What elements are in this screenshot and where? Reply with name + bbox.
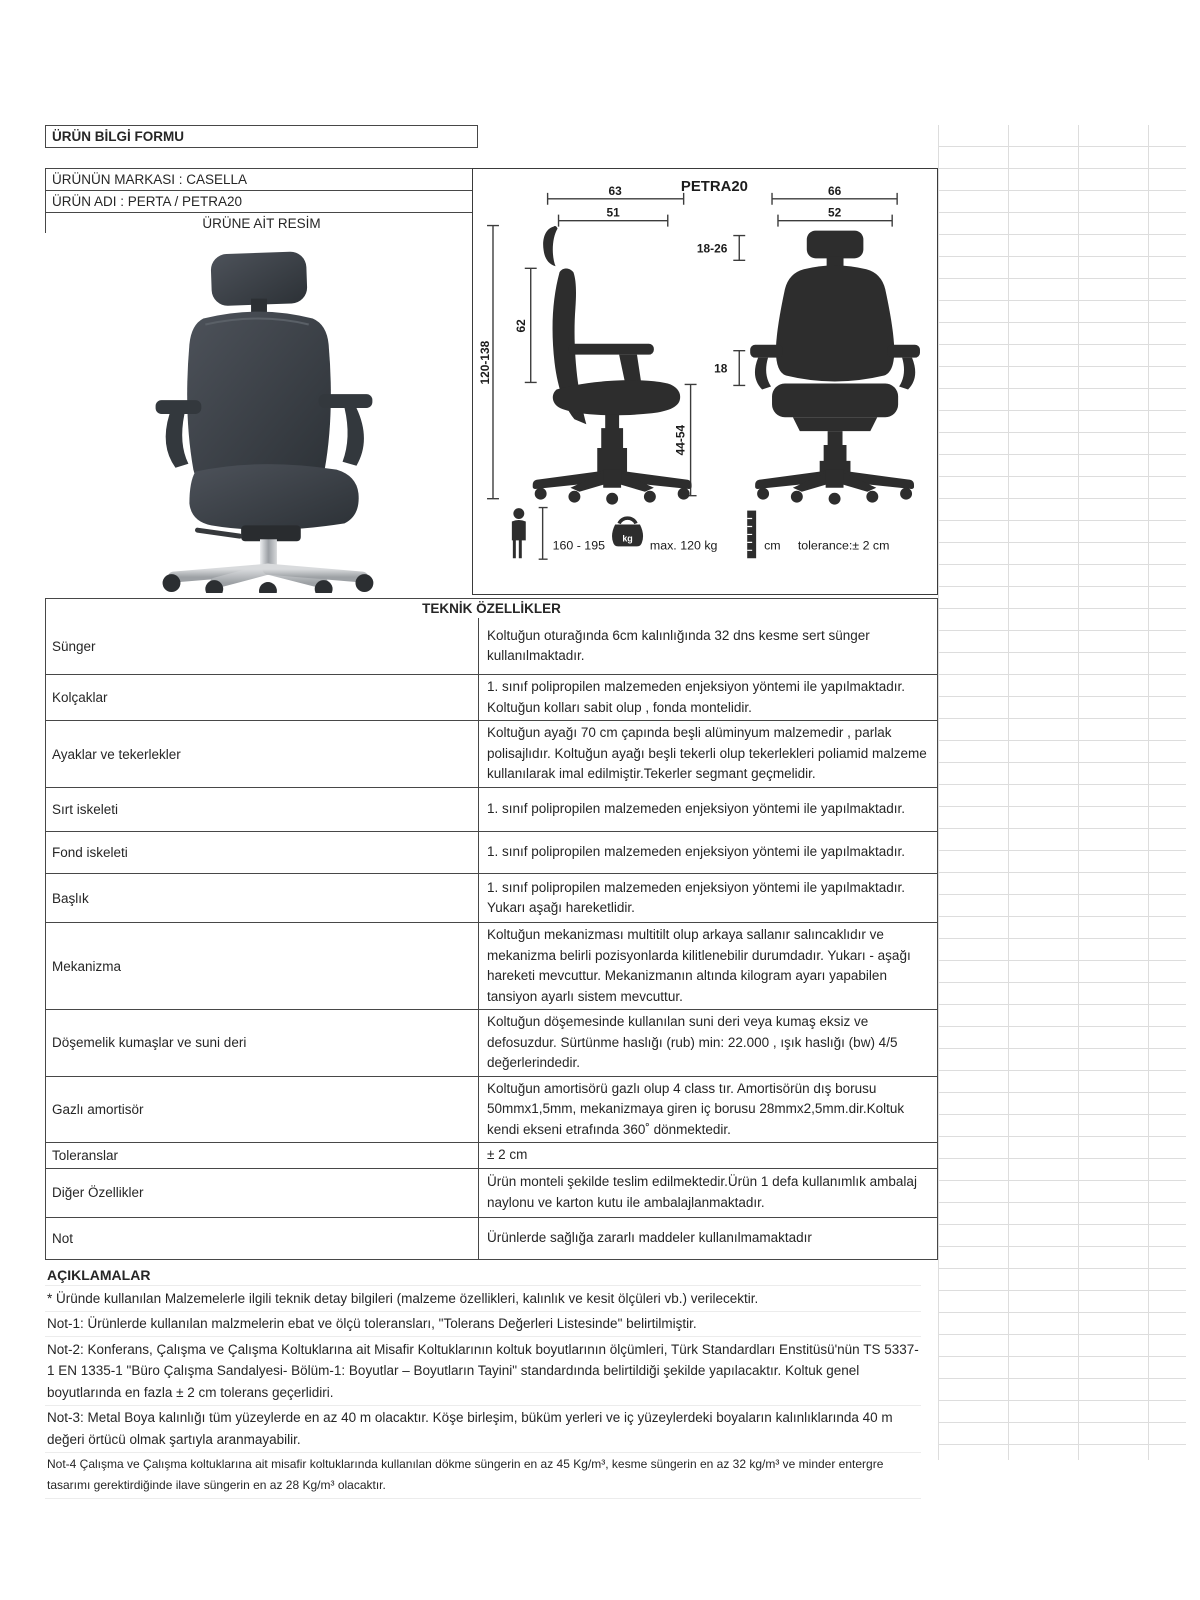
svg-text:66: 66	[827, 183, 842, 198]
tech-row	[46, 1169, 937, 1218]
notes-section	[45, 1264, 921, 1499]
tech-row-label: Mekanizma	[46, 923, 479, 1009]
tech-row-label: Toleranslar	[46, 1143, 479, 1168]
svg-text:18-26: 18-26	[696, 241, 728, 256]
tolerance-label: tolerance:± 2 cm	[797, 538, 890, 553]
svg-text:51: 51	[606, 205, 620, 220]
tech-row	[46, 1143, 937, 1169]
diagram-model-title: PETRA20	[680, 178, 748, 195]
tech-row-value: 1. sınıf polipropilen malzemeden enjeksiyon yöntemi ile yapılmaktadır.	[487, 844, 905, 860]
side-view-dimensions	[478, 184, 697, 499]
product-photo-cell	[45, 233, 478, 595]
weight-icon	[612, 518, 643, 546]
tech-row-value: Ürünlerde sağlığa zararlı maddeler kullanılmamaktadır	[487, 1229, 812, 1245]
spreadsheet-grid	[938, 125, 1186, 1460]
tech-row-label: Sünger	[46, 618, 479, 674]
tech-row	[46, 832, 937, 874]
form-title: ÜRÜN BİLGİ FORMU	[45, 125, 478, 148]
tech-row-value: Koltuğun ayağı 70 cm çapında beşli alüminyum malzemedir , parlak polisajlıdır. Koltuğun ayağı beşli tekerli olup tekerlekleri poliamid malzeme kullanılarak imal edilmiştir.Tekerler segmant geçmelidir.	[487, 725, 927, 782]
note-item: Not-4 Çalışma ve Çalışma koltuklarına ait misafir koltuklarında kullanılan dökme süngerin en az 45 Kg/m³, kesme süngerin en az 32 kg/m³ ve minder entergre tasarımı gerektirdiğinde ilave süngerin en az 28 Kg/m³ olacaktır.	[45, 1453, 921, 1499]
tech-row-value: Koltuğun amortisörü gazlı olup 4 class tır. Amortisörün dış borusu 50mmx1,5mm, mekanizmaya giren iç borusu 28mmx2,5mm.dir.Koltuk kendi ekseni etrafında 360˚ dönmektedir.	[487, 1080, 905, 1137]
svg-text:62: 62	[513, 319, 528, 333]
brand-row: ÜRÜNÜN MARKASI : CASELLA	[45, 168, 478, 191]
tech-row-value: Koltuğun mekanizması multitilt olup arkaya sallanır salıncaklıdır ve mekanizma belirli pozisyonlarda kilitlenebilir durumdadır. Yukarı - aşağı hareketi mevcuttur. Mekanizmanın altında kilogram ayarı yapabilen tansiyon ayarlı sistem mevcuttur.	[487, 927, 911, 1004]
product-photo-chair	[45, 233, 478, 593]
note-item: Not-3: Metal Boya kalınlığı tüm yüzeylerde en az 40 m olacaktır. Köşe birleşim, büküm yerleri ve iç yüzeylerdeki boyaların kalınlıklarında 40 m değeri örtücü olmak şartıyla aranmayabilir.	[45, 1406, 921, 1453]
notes-title: AÇIKLAMALAR	[45, 1264, 921, 1286]
tech-row-label: Sırt iskeleti	[46, 788, 479, 831]
unit-label: cm	[764, 538, 781, 553]
tech-row-label: Diğer Özellikler	[46, 1169, 479, 1217]
tech-row-value: 1. sınıf polipropilen malzemeden enjeksiyon yöntemi ile yapılmaktadır. Koltuğun kolları sabit olup , fonda montelidir.	[487, 679, 905, 715]
tech-row	[46, 923, 937, 1010]
svg-text:52: 52	[827, 205, 842, 220]
side-view-chair	[533, 226, 692, 505]
tech-row-value: 1. sınıf polipropilen malzemeden enjeksiyon yöntemi ile yapılmaktadır. Yukarı aşağı hareketlidir.	[487, 879, 905, 915]
tech-row	[46, 675, 937, 721]
tech-row-label: Döşemelik kumaşlar ve suni deri	[46, 1010, 479, 1076]
tech-row-value: 1. sınıf polipropilen malzemeden enjeksiyon yöntemi ile yapılmaktadır.	[487, 801, 905, 817]
tech-row-label: Başlık	[46, 874, 479, 922]
tech-row-value: Koltuğun oturağında 6cm kalınlığında 32 dns kesme sert sünger kullanılmaktadır.	[487, 627, 870, 663]
tech-row	[46, 788, 937, 832]
dimension-diagram	[472, 168, 938, 595]
tech-row	[46, 874, 937, 923]
person-height-range: 160 - 195	[552, 538, 606, 553]
tech-specs-table	[45, 618, 938, 1260]
tech-row-value: Koltuğun döşemesinde kullanılan suni deri veya kumaş eksiz ve defosuzdur. Sürtünme haslığı (rub) min: 22.000 , ışık haslığı (bw) 4/5 değerlerindedir.	[487, 1014, 898, 1070]
tech-row	[46, 1010, 937, 1077]
tech-row	[46, 618, 937, 675]
tech-row	[46, 1218, 937, 1260]
person-icon	[512, 508, 526, 558]
tech-row-value: Ürün monteli şekilde teslim edilmektedir.Ürün 1 defa kullanımlık ambalaj naylonu ve karton kutu ile ambalajlanmaktadır.	[487, 1174, 917, 1210]
tech-row-value: ± 2 cm	[487, 1147, 528, 1162]
product-name-row: ÜRÜN ADI : PERTA / PETRA20	[45, 190, 478, 213]
tech-specs-title: TEKNİK ÖZELLİKLER	[45, 598, 938, 619]
tech-row-label: Not	[46, 1218, 479, 1259]
svg-text:63: 63	[608, 183, 622, 198]
image-caption: ÜRÜNE AİT RESİM	[45, 212, 478, 234]
note-item: Not-2: Konferans, Çalışma ve Çalışma Koltuklarına ait Misafir Koltuklarının koltuk boyutlarının ölçümleri, Türk Standardları Enstitüsü'nün TS 5337-1 EN 1335-1 "Büro Çalışma Sandalyesi- Bölüm-1: Boyutlar – Boyutların Tayini" standardında belirtildiği şekilde yapılacaktır. Koltuk genel boyutlarında en fazla ± 2 cm tolerans geçerlidiri.	[45, 1337, 921, 1406]
tech-row-label: Kolçaklar	[46, 675, 479, 720]
note-item: Not-1: Ürünlerde kullanılan malzmelerin ebat ve ölçü toleransları, "Tolerans Değerleri Listesinde" belirtilmiştir.	[45, 1312, 921, 1338]
photo-chair-backrest	[187, 312, 331, 492]
note-item: * Üründe kullanılan Malzemelerle ilgili teknik detay bilgileri (malzeme özellikleri, kalınlık ve kesit ölçüleri vb.) verilecektir.	[45, 1286, 921, 1312]
svg-text:18: 18	[714, 361, 728, 376]
tech-row-label: Fond iskeleti	[46, 832, 479, 873]
max-weight-label: max. 120 kg	[649, 538, 718, 553]
photo-chair-seat	[189, 464, 358, 530]
tech-row-label: Ayaklar ve tekerlekler	[46, 721, 479, 787]
tech-row	[46, 1077, 937, 1144]
ruler-icon	[747, 511, 756, 559]
tech-row	[46, 721, 937, 788]
svg-text:44-54: 44-54	[673, 424, 688, 456]
diagram-legend	[512, 508, 890, 560]
tech-row-label: Gazlı amortisör	[46, 1077, 479, 1143]
svg-text:120-138: 120-138	[478, 340, 493, 385]
front-view-chair	[750, 231, 920, 505]
svg-text:kg: kg	[622, 533, 633, 544]
